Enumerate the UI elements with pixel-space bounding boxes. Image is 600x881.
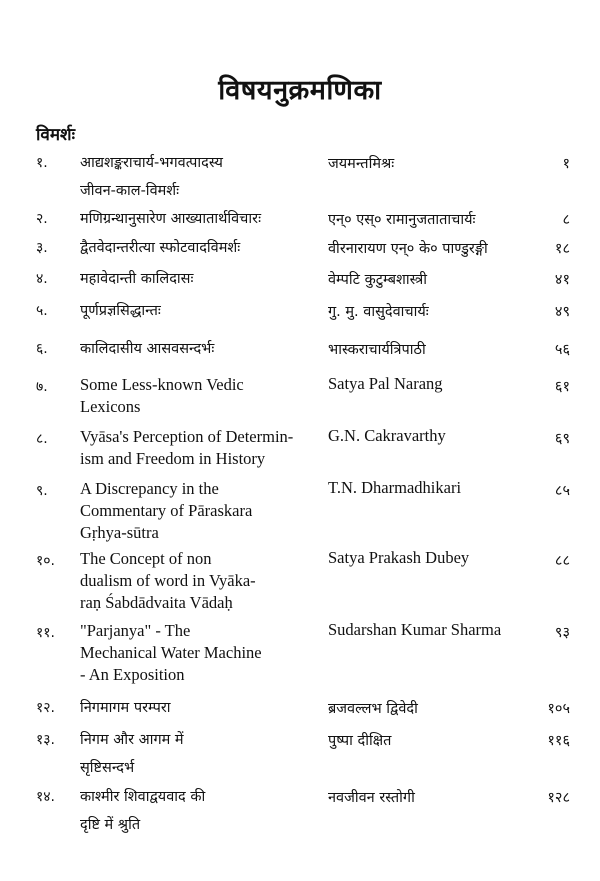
entry-title-line: Vyāsa's Perception of Determin- bbox=[80, 427, 294, 446]
entry-title-line: निगमागम परम्परा bbox=[80, 700, 171, 716]
entry-title-line: Mechanical Water Machine bbox=[80, 643, 262, 662]
entry-number: ७. bbox=[36, 379, 48, 395]
entry-title-line: Some Less-known Vedic bbox=[80, 375, 244, 394]
entry-page-number: १८ bbox=[554, 241, 570, 257]
entry-title bbox=[80, 426, 312, 470]
entry-page-number: ८५ bbox=[554, 483, 570, 499]
entry-page-number: ९३ bbox=[554, 625, 570, 641]
entry-title bbox=[80, 297, 312, 325]
entry-page-number: १०५ bbox=[547, 701, 570, 717]
entry-title bbox=[80, 265, 312, 293]
page-title: विषयनुक्रमणिका bbox=[218, 75, 382, 106]
entry-title bbox=[80, 548, 312, 614]
entry-page-number: ८८ bbox=[554, 553, 570, 569]
entry-number: १०. bbox=[36, 553, 56, 569]
entry-author: गु. मु. वासुदेवाचार्यः bbox=[328, 304, 429, 320]
entry-author: पुष्पा दीक्षित bbox=[328, 733, 392, 749]
entry-number: ४. bbox=[36, 271, 48, 287]
entry-title-line: "Parjanya" - The bbox=[80, 621, 191, 640]
entry-number: १२. bbox=[36, 700, 56, 716]
entry-title-line: raṇ Śabdādvaita Vādaḥ bbox=[80, 593, 233, 612]
entry-title bbox=[80, 620, 312, 686]
entry-title-line: dualism of word in Vyāka- bbox=[80, 571, 256, 590]
entry-author: Sudarshan Kumar Sharma bbox=[328, 620, 502, 639]
entry-title-line: ism and Freedom in History bbox=[80, 449, 266, 468]
entry-title-line: सृष्टिसन्दर्भ bbox=[80, 760, 135, 776]
entry-title bbox=[80, 783, 312, 839]
section-heading: विमर्शः bbox=[36, 125, 76, 145]
entry-number: २. bbox=[36, 211, 48, 227]
entry-title-line: महावेदान्ती कालिदासः bbox=[80, 271, 194, 287]
entry-title-line: निगम और आगम में bbox=[80, 732, 184, 748]
entry-title bbox=[80, 694, 312, 722]
entry-title-line: मणिग्रन्थानुसारेण आख्यातार्थविचारः bbox=[80, 211, 262, 227]
entry-author: एन्० एस्० रामानुजताताचार्यः bbox=[328, 212, 476, 228]
entry-number: १४. bbox=[36, 789, 56, 805]
entry-title-line: A Discrepancy in the bbox=[80, 479, 219, 498]
entry-author: ब्रजवल्लभ द्विवेदी bbox=[328, 701, 418, 717]
entry-page-number: ६९ bbox=[554, 431, 570, 447]
entry-author: नवजीवन रस्तोगी bbox=[328, 790, 415, 806]
entry-title bbox=[80, 726, 312, 782]
entry-title-line: आद्यशङ्कराचार्य-भगवत्पादस्य bbox=[80, 155, 223, 171]
entry-author: वेम्पटि कुटुम्बशास्त्री bbox=[328, 272, 428, 288]
entry-title bbox=[80, 478, 312, 544]
entry-number: १. bbox=[36, 155, 48, 171]
entry-author: जयमन्तमिश्रः bbox=[328, 156, 395, 172]
entry-author: Satya Pal Narang bbox=[328, 374, 443, 393]
entry-number: ९. bbox=[36, 483, 48, 499]
entry-page-number: ८ bbox=[562, 212, 570, 228]
entry-title-line: Gṛhya-sūtra bbox=[80, 523, 159, 542]
entry-number: ६. bbox=[36, 341, 48, 357]
entry-title bbox=[80, 149, 312, 205]
entry-page-number: १ bbox=[562, 156, 570, 172]
entry-title-line: जीवन-काल-विमर्शः bbox=[80, 183, 180, 199]
entry-author: भास्कराचार्यत्रिपाठी bbox=[328, 342, 426, 358]
entry-author: T.N. Dharmadhikari bbox=[328, 478, 462, 497]
entry-page-number: ४९ bbox=[554, 304, 570, 320]
entry-title-line: काश्मीर शिवाद्वयवाद की bbox=[80, 789, 206, 805]
entry-title-line: पूर्णप्रज्ञसिद्धान्तः bbox=[80, 303, 161, 319]
entry-title-line: कालिदासीय आसवसन्दर्भः bbox=[80, 341, 215, 357]
entry-title bbox=[80, 234, 312, 262]
entry-title-line: Lexicons bbox=[80, 397, 141, 416]
entry-title bbox=[80, 374, 312, 418]
entry-number: ५. bbox=[36, 303, 48, 319]
entry-page-number: ५६ bbox=[554, 342, 570, 358]
entry-title bbox=[80, 335, 312, 363]
entry-title-line: द्वैतवेदान्तरीत्या स्फोटवादविमर्शः bbox=[80, 240, 241, 256]
entry-number: ३. bbox=[36, 240, 48, 256]
entry-page-number: ११६ bbox=[547, 733, 570, 749]
entry-author: वीरनारायण एन्० के० पाण्डुरङ्गी bbox=[328, 241, 488, 257]
entry-title-line: - An Exposition bbox=[80, 665, 185, 684]
entry-title-line: The Concept of non bbox=[80, 549, 212, 568]
entry-title bbox=[80, 205, 312, 233]
entry-author: Satya Prakash Dubey bbox=[328, 548, 470, 567]
entry-title-line: दृष्टि में श्रुति bbox=[80, 817, 141, 833]
entry-number: ११. bbox=[36, 625, 56, 641]
entry-title-line: Commentary of Pāraskara bbox=[80, 501, 253, 520]
entry-page-number: १२८ bbox=[547, 790, 570, 806]
entry-author: G.N. Cakravarthy bbox=[328, 426, 446, 445]
entry-page-number: ४१ bbox=[554, 272, 570, 288]
entry-number: ८. bbox=[36, 431, 48, 447]
entry-number: १३. bbox=[36, 732, 56, 748]
entry-page-number: ६१ bbox=[554, 379, 570, 395]
